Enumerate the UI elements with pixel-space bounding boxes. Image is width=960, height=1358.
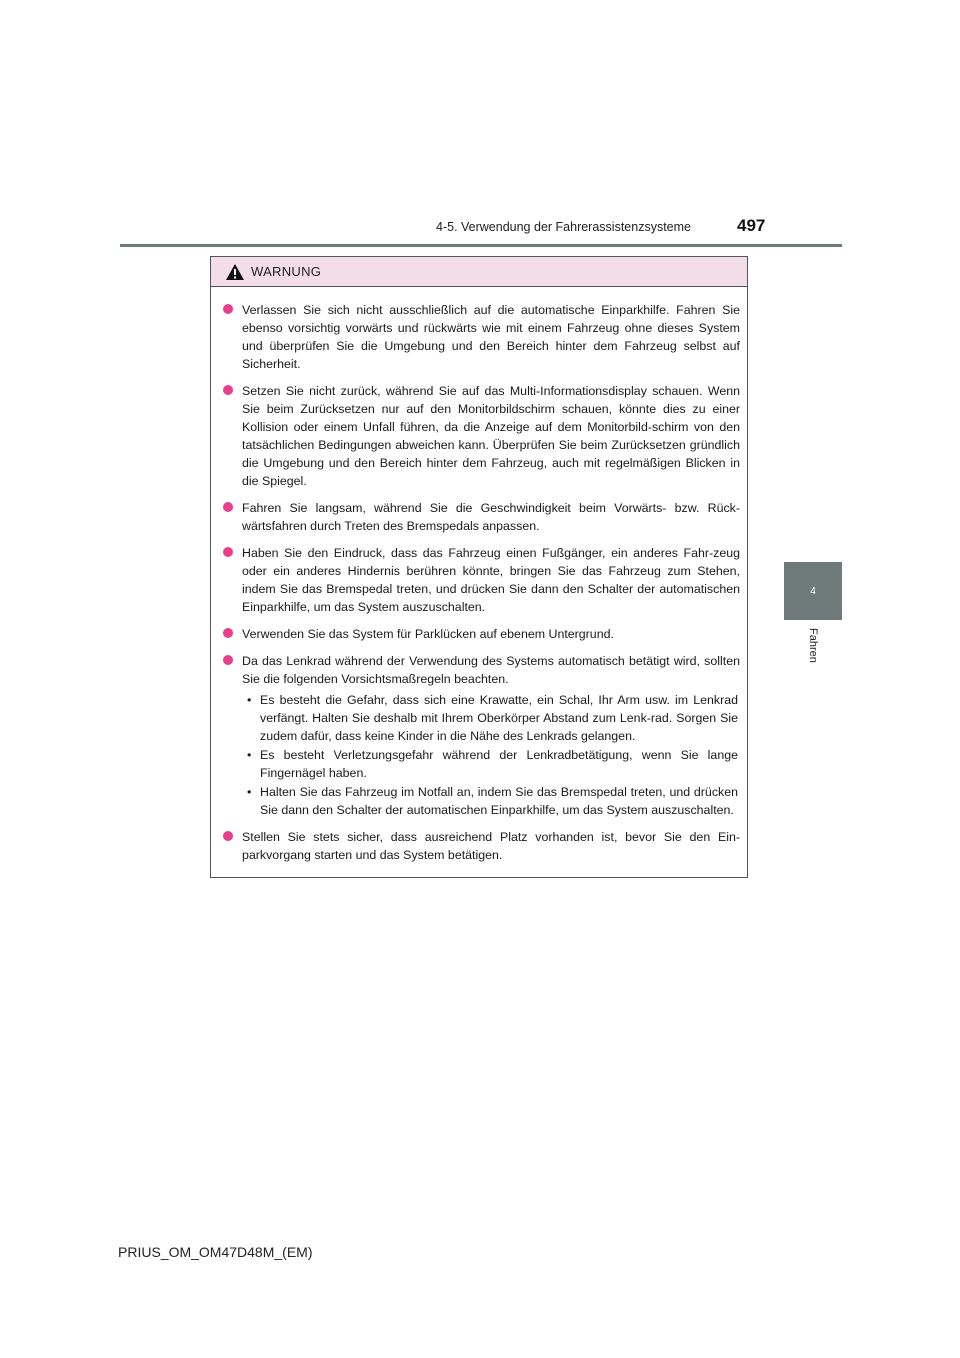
sub-bullet-marker: • bbox=[247, 785, 252, 799]
warning-box bbox=[210, 256, 748, 878]
sub-item-text: Halten Sie das Fahrzeug im Notfall an, indem Sie das Bremspedal treten, und drücken Sie dann den Schalter der automatischen Einparkhilfe, um das System auszuschalten. bbox=[260, 785, 738, 817]
sub-list-item bbox=[242, 783, 740, 819]
sub-item-text: Es besteht die Gefahr, dass sich eine Krawatte, ein Schal, Ihr Arm usw. im Lenkrad verfängt. Halten Sie deshalb mit Ihrem Oberkörper Abstand zum Lenk-rad. Sorgen Sie zudem dafür, dass keine Kinder in die Nähe des Lenkrads gelangen. bbox=[260, 693, 738, 743]
bullet-dot-icon bbox=[223, 547, 233, 557]
section-title: 4-5. Verwendung der Fahrerassistenzsysteme bbox=[436, 220, 691, 234]
sub-item-text: Es besteht Verletzungsgefahr während der Lenkradbetätigung, wenn Sie lange Fingernägel haben. bbox=[260, 748, 738, 780]
warning-item-text: Fahren Sie langsam, während Sie die Geschwindigkeit beim Vorwärts- bzw. Rück-wärtsfahren durch Treten des Bremspedals anpassen. bbox=[242, 501, 740, 533]
sub-bullet-marker: • bbox=[247, 748, 252, 762]
warning-item bbox=[223, 625, 740, 643]
chapter-tab[interactable] bbox=[784, 562, 842, 620]
warning-item-text: Stellen Sie stets sicher, dass ausreichend Platz vorhanden ist, bevor Sie den Ein-parkvorgang starten und das System betätigen. bbox=[242, 830, 740, 862]
warning-item-text: Verlassen Sie sich nicht ausschließlich auf die automatische Einparkhilfe. Fahren Sie ebenso vorsichtig vorwärts und rückwärts wie mit einem Fahrzeug ohne dieses System und überprüfen Sie die Umgebung und den Bereich hinter dem Fahrzeug selbst auf Sicherheit. bbox=[242, 303, 740, 371]
chapter-label bbox=[801, 628, 825, 688]
warning-item bbox=[223, 382, 740, 490]
document-code: PRIUS_OM_OM47D48M_(EM) bbox=[118, 1244, 313, 1260]
warning-header bbox=[211, 257, 747, 287]
bullet-dot-icon bbox=[223, 304, 233, 314]
warning-item-text: Haben Sie den Eindruck, dass das Fahrzeug einen Fußgänger, ein anderes Fahr-zeug oder ein anderes Hindernis berühren könnte, bringen Sie das Fahrzeug zum Stehen, indem Sie das Bremspedal treten, und drücken Sie dann den Schalter der automatischen Einparkhilfe, um das System auszuschalten. bbox=[242, 546, 740, 614]
bullet-dot-icon bbox=[223, 655, 233, 665]
warning-body bbox=[211, 287, 747, 864]
header-divider bbox=[120, 244, 842, 247]
bullet-dot-icon bbox=[223, 502, 233, 512]
warning-item bbox=[223, 301, 740, 373]
chapter-number: 4 bbox=[810, 585, 816, 597]
warning-item bbox=[223, 499, 740, 535]
chapter-label-text: Fahren bbox=[807, 628, 819, 663]
warning-triangle-icon bbox=[225, 263, 245, 281]
warning-title: WARNUNG bbox=[251, 264, 322, 279]
bullet-dot-icon bbox=[223, 385, 233, 395]
bullet-dot-icon bbox=[223, 628, 233, 638]
warning-item bbox=[223, 828, 740, 864]
warning-item-text: Verwenden Sie das System für Parklücken auf ebenem Untergrund. bbox=[242, 627, 614, 641]
bullet-dot-icon bbox=[223, 831, 233, 841]
sub-list-item bbox=[242, 746, 740, 782]
sub-list-item bbox=[242, 691, 740, 745]
warning-item-text: Setzen Sie nicht zurück, während Sie auf das Multi-Informationsdisplay schauen. Wenn Sie beim Zurücksetzen nur auf den Monitorbildschirm schauen, könnte dies zu einer Kollision oder einem Unfall führen, da die Anzeige auf dem Monitorbild-schirm von den tatsächlichen Bedingungen abweichen kann. Überprüfen Sie beim Zurücksetzen gründlich die Umgebung und den Bereich hinter dem Fahrzeug, auch mit regelmäßigen Blicken in die Spiegel. bbox=[242, 384, 740, 488]
page-number: 497 bbox=[737, 216, 766, 235]
warning-item bbox=[223, 652, 740, 819]
sub-list bbox=[242, 691, 740, 819]
warning-item-text: Da das Lenkrad während der Verwendung des Systems automatisch betätigt wird, sollten Sie die folgenden Vorsichtsmaßregeln beachten. bbox=[242, 654, 740, 686]
sub-bullet-marker: • bbox=[247, 693, 252, 707]
warning-item bbox=[223, 544, 740, 616]
